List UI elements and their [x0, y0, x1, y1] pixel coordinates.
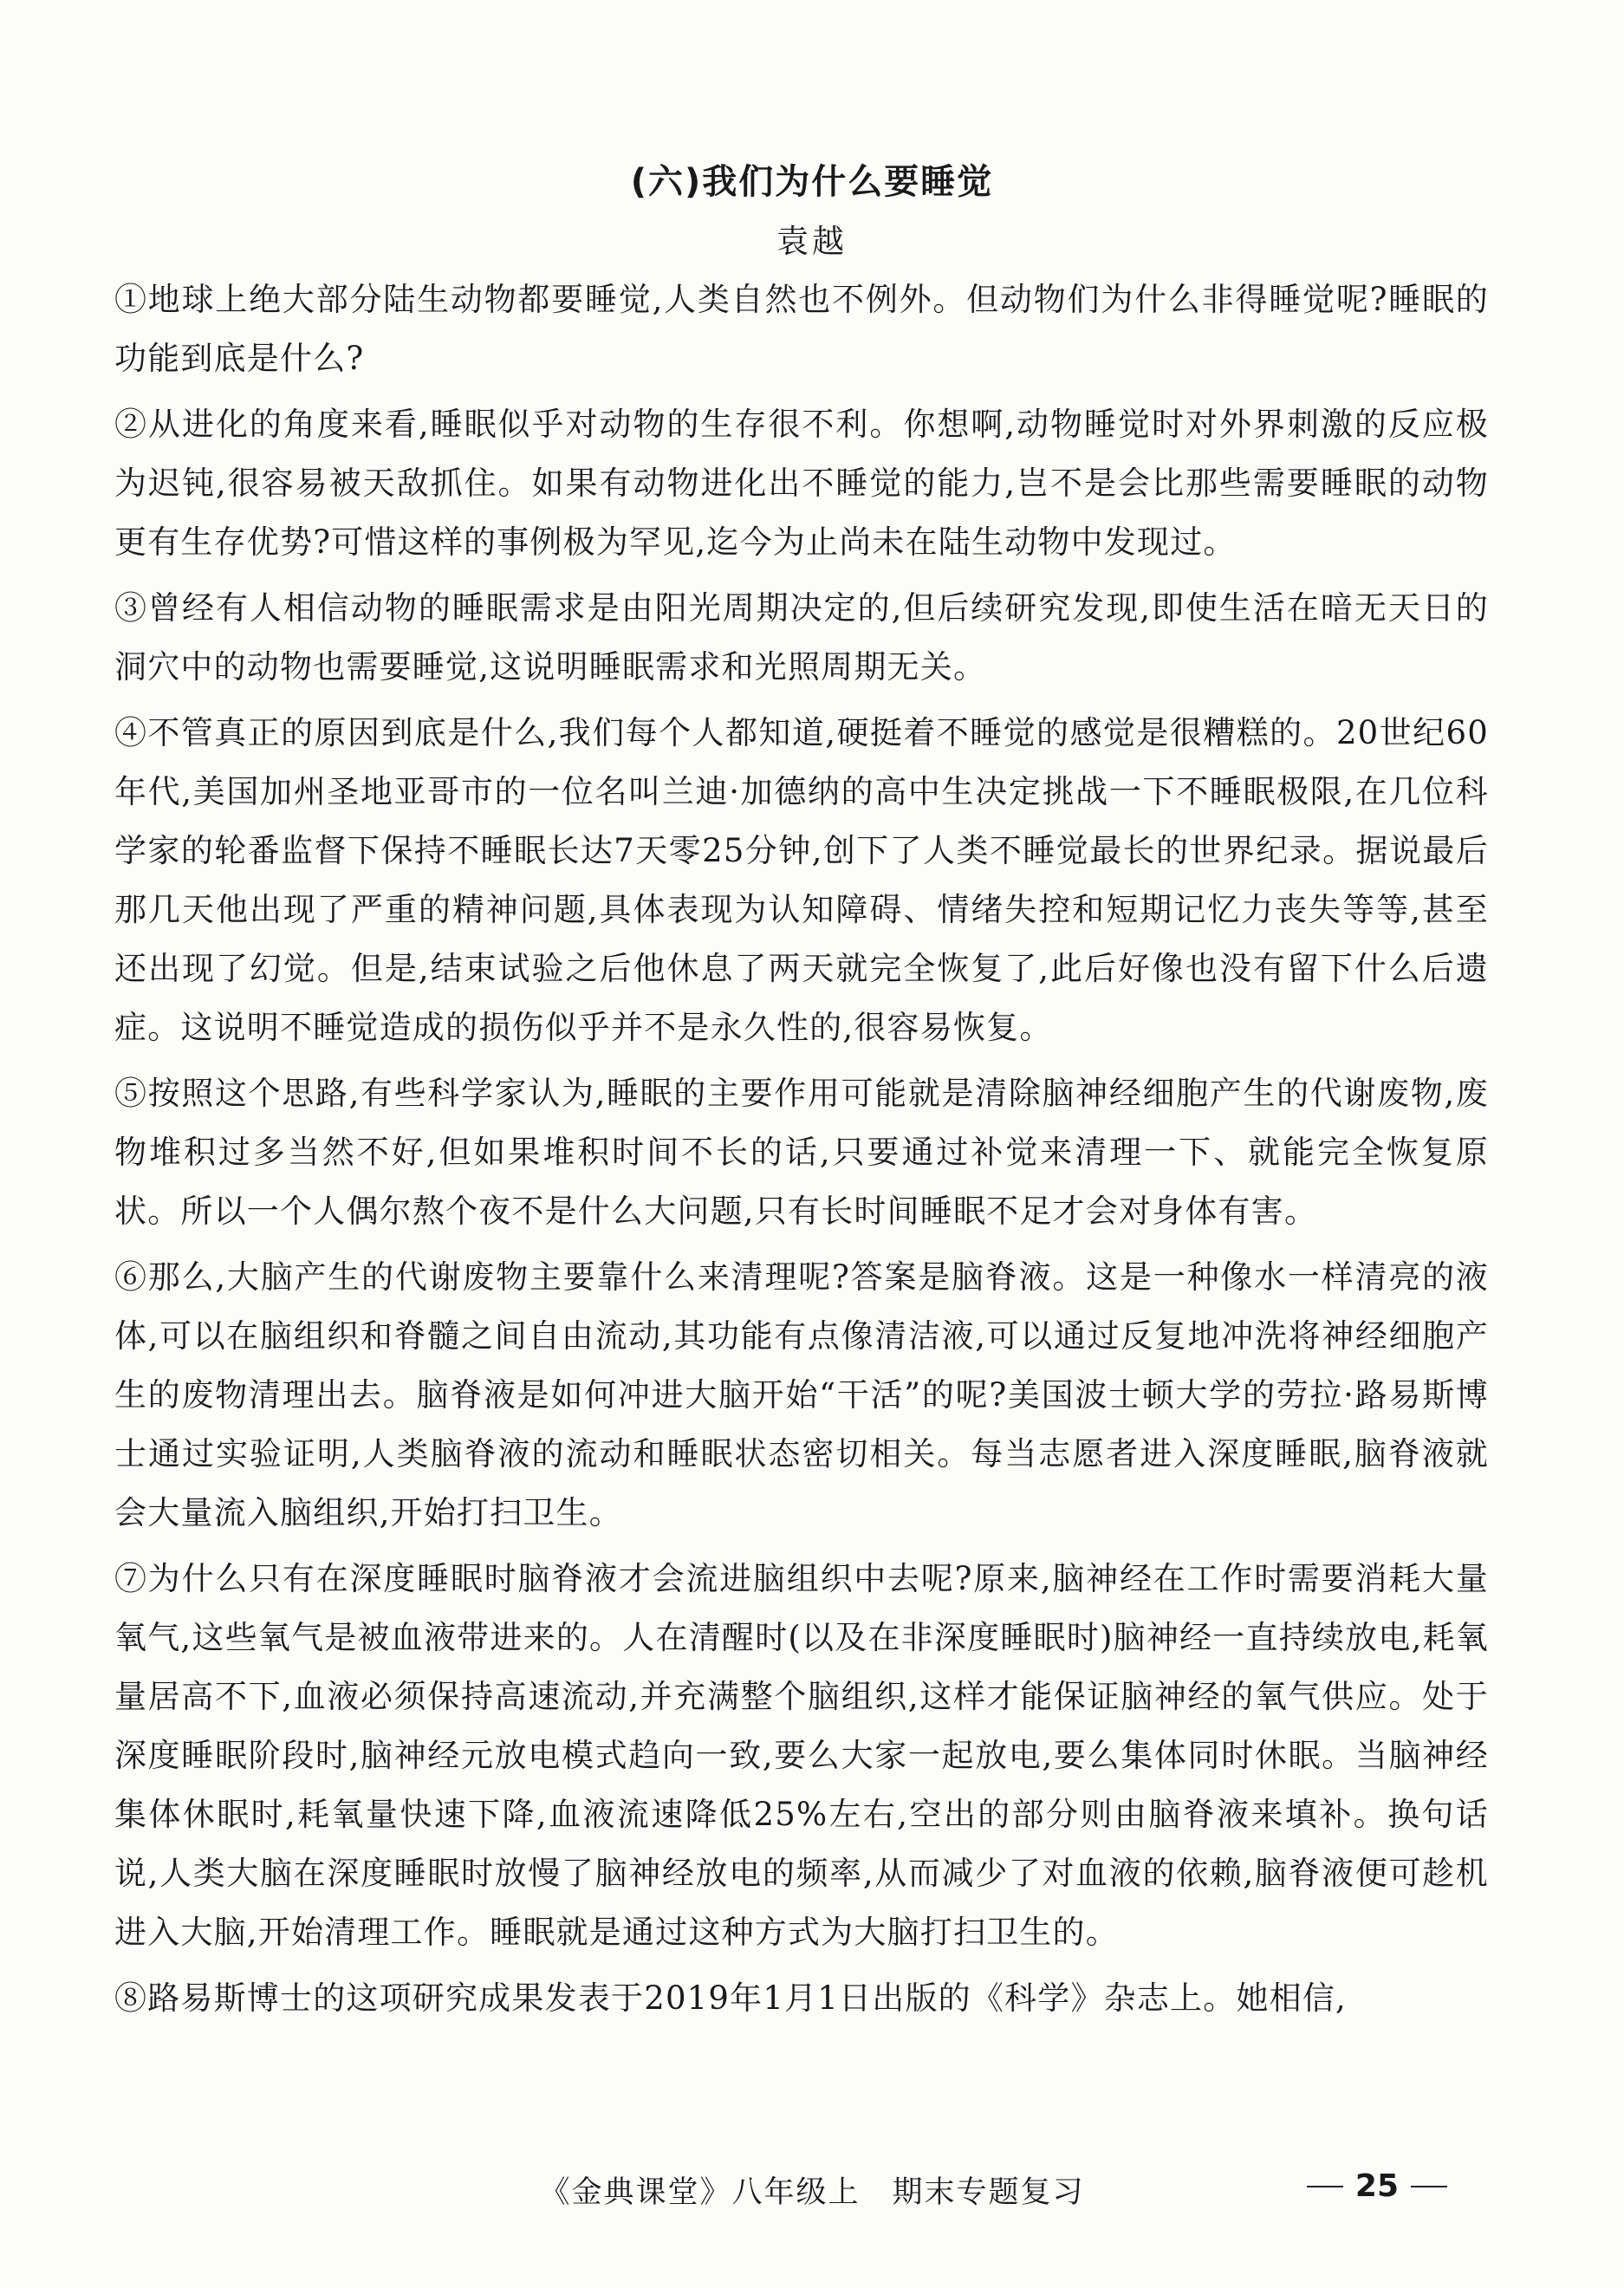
paragraph-7: [114, 1550, 1489, 1962]
paragraph-6-text: ⑥那么,大脑产生的代谢废物主要靠什么来清理呢?答案是脑脊液。这是一种像水一样清亮的液体,可以在脑组织和脊髓之间自由流动,其功能有点像清洁液,可以通过反复地冲洗将神经细胞产生的废物清理出去。脑脊液是如何冲进大脑开始“干活”的呢?美国波士顿大学的劳拉·路易斯博士通过实验证明,人类脑脊液的流动和睡眠状态密切相关。每当志愿者进入深度睡眠,脑脊液就会大量流入脑组织,开始打扫卫生。: [114, 1258, 1489, 1531]
article-author: 袁越: [776, 223, 848, 260]
paragraph-1-text: ①地球上绝大部分陆生动物都要睡觉,人类自然也不例外。但动物们为什么非得睡觉呢?睡眠的功能到底是什么?: [114, 281, 1489, 377]
paragraph-5-text: ⑤按照这个思路,有些科学家认为,睡眠的主要作用可能就是清除脑神经细胞产生的代谢废物,废物堆积过多当然不好,但如果堆积时间不长的话,只要通过补觉来清理一下、就能完全恢复原状。所以一个人偶尔熬个夜不是什么大问题,只有长时间睡眠不足才会对身体有害。: [114, 1075, 1489, 1230]
dash-left: [1307, 2186, 1343, 2187]
paragraph-5: [114, 1064, 1489, 1241]
paragraph-6: [114, 1248, 1489, 1543]
page-footer: [0, 2168, 1624, 2212]
page-number: 25: [1354, 2168, 1399, 2204]
paragraph-2-text: ②从进化的角度来看,睡眠似乎对动物的生存很不利。你想啊,动物睡觉时对外界刺激的反应极为迟钝,很容易被天敌抓住。如果有动物进化出不睡觉的能力,岂不是会比那些需要睡眠的动物更有生存优势?可惜这样的事例极为罕见,迄今为止尚未在陆生动物中发现过。: [114, 406, 1489, 561]
paragraph-1: [114, 270, 1489, 388]
dash-right: [1411, 2186, 1447, 2187]
footer-book-title: 《金典课堂》八年级上 期末专题复习: [539, 2175, 1085, 2210]
article-body: [114, 270, 1489, 2028]
paragraph-3: [114, 579, 1489, 697]
paragraph-8: [114, 1969, 1489, 2028]
article-title: (六)我们为什么要睡觉: [630, 162, 994, 202]
paragraph-7-text: ⑦为什么只有在深度睡眠时脑脊液才会流进脑组织中去呢?原来,脑神经在工作时需要消耗大量氧气,这些氧气是被血液带进来的。人在清醒时(以及在非深度睡眠时)脑神经一直持续放电,耗氧量居高不下,血液必须保持高速流动,并充满整个脑组织,这样才能保证脑神经的氧气供应。处于深度睡眠阶段时,脑神经元放电模式趋向一致,要么大家一起放电,要么集体同时休眠。当脑神经集体休眠时,耗氧量快速下降,血液流速降低25%左右,空出的部分则由脑脊液来填补。换句话说,人类大脑在深度睡眠时放慢了脑神经放电的频率,从而减少了对血液的依赖,脑脊液便可趁机进入大脑,开始清理工作。睡眠就是通过这种方式为大脑打扫卫生的。: [114, 1560, 1489, 1951]
paragraph-4-text: ④不管真正的原因到底是什么,我们每个人都知道,硬挺着不睡觉的感觉是很糟糕的。20世纪60年代,美国加州圣地亚哥市的一位名叫兰迪·加德纳的高中生决定挑战一下不睡眠极限,在几位科学家的轮番监督下保持不睡眠长达7天零25分钟,创下了人类不睡觉最长的世界纪录。据说最后那几天他出现了严重的精神问题,具体表现为认知障碍、情绪失控和短期记忆力丧失等等,甚至还出现了幻觉。但是,结束试验之后他休息了两天就完全恢复了,此后好像也没有留下什么后遗症。这说明不睡觉造成的损伤似乎并不是永久性的,很容易恢复。: [114, 714, 1489, 1046]
page-number-block: [1295, 2168, 1459, 2204]
paragraph-2: [114, 395, 1489, 572]
paragraph-4: [114, 704, 1489, 1057]
paragraph-8-text: ⑧路易斯博士的这项研究成果发表于2019年1月1日出版的《科学》杂志上。她相信,: [114, 1979, 1348, 2017]
paragraph-3-text: ③曾经有人相信动物的睡眠需求是由阳光周期决定的,但后续研究发现,即使生活在暗无天日的洞穴中的动物也需要睡觉,这说明睡眠需求和光照周期无关。: [114, 589, 1489, 686]
